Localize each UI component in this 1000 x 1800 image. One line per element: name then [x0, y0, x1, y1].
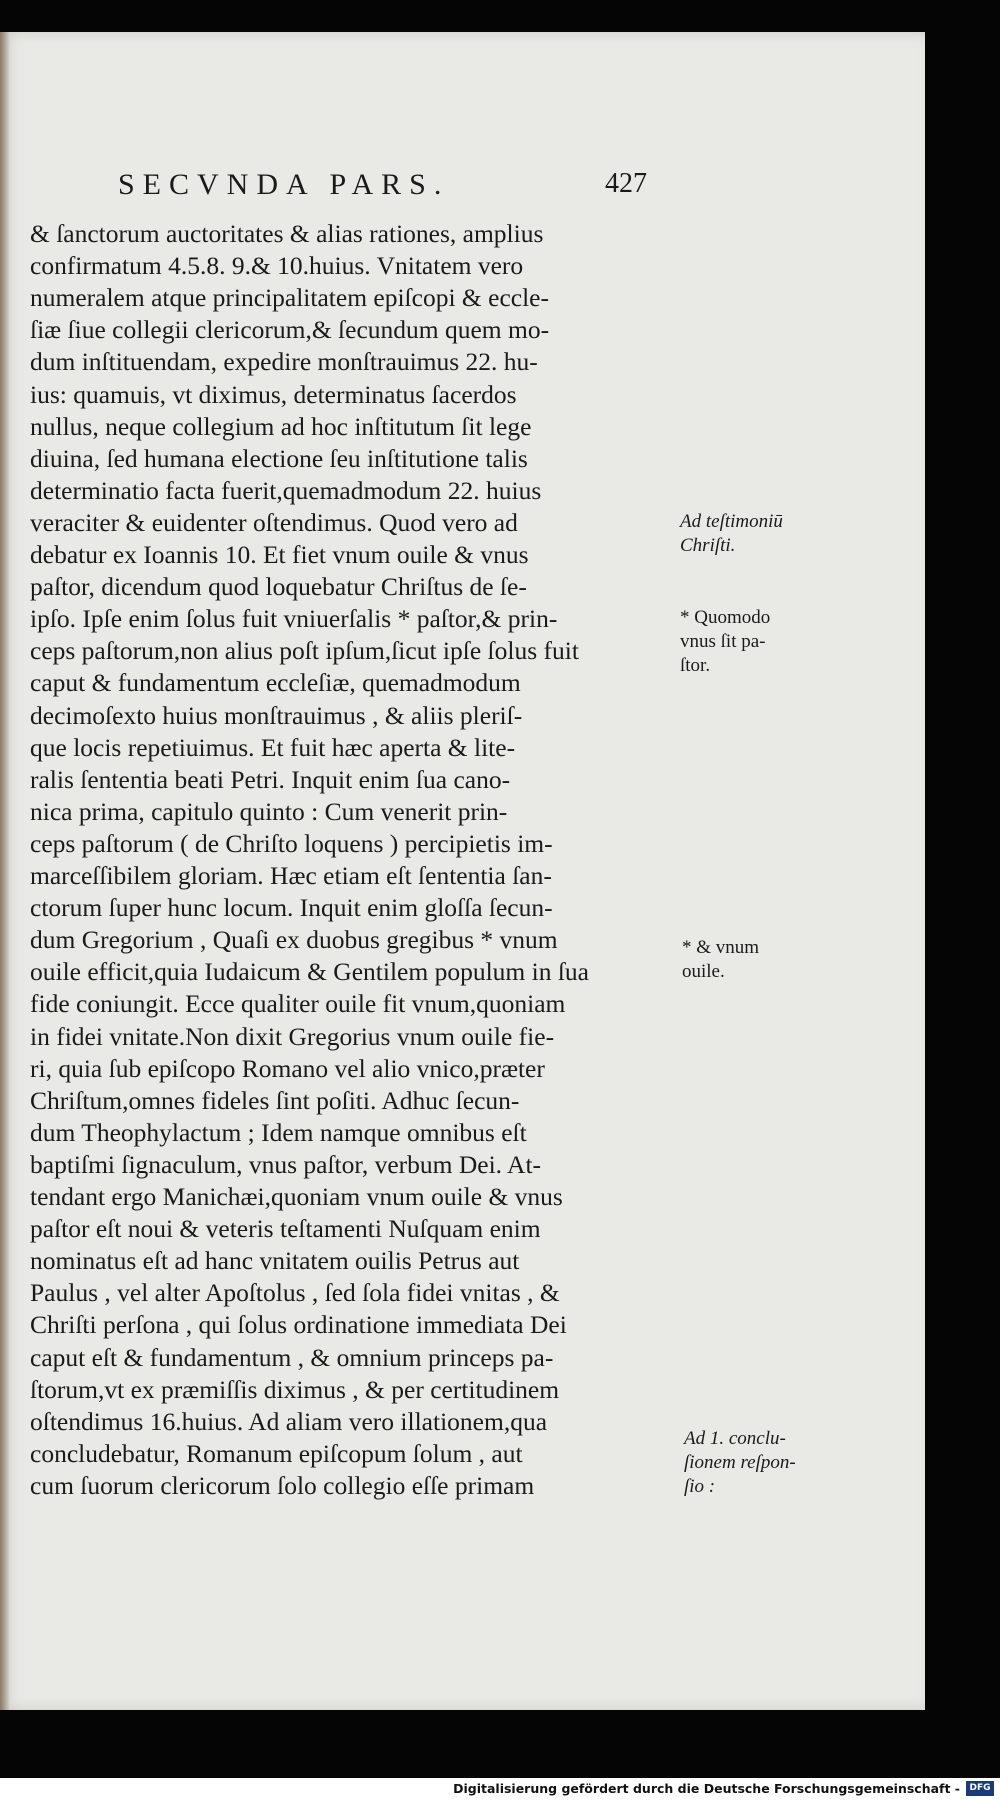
text-line: determinatio facta fuerit,quemadmodum 22. huius — [30, 475, 542, 505]
text-line: Chriſti perſona , qui ſolus ordinatione immediata Dei — [30, 1310, 567, 1340]
text-line: ius: quamuis, vt diximus, determinatus ſacerdos — [30, 379, 517, 409]
margin-note-line: vnus ſit pa- — [680, 631, 766, 652]
text-line: dum Gregorium , Quaſi ex duobus gregibus * vnum — [30, 925, 558, 955]
text-line: caput & fundamentum eccleſiæ, quemadmodum — [30, 668, 521, 698]
margin-note-line: ſio : — [684, 1476, 716, 1497]
text-line: dum inſtituendam, expedire monſtrauimus 22. hu- — [30, 347, 538, 377]
margin-note-vnum-ouile — [682, 936, 759, 984]
text-line: ipſo. Ipſe enim ſolus fuit vniuerſalis * paſtor,& prin- — [30, 604, 558, 634]
text-line: debatur ex Ioannis 10. Et fiet vnum ouile & vnus — [30, 540, 529, 569]
margin-note-quomodo — [680, 606, 770, 678]
text-line: in fidei vnitate.Non dixit Gregorius vnum ouile fie- — [30, 1021, 555, 1051]
text-line: ralis ſententia beati Petri. Inquit enim ſua cano- — [30, 764, 511, 794]
text-line: nullus, neque collegium ad hoc inſtitutum ſit lege — [30, 411, 532, 441]
text-line: paſtor, dicendum quod loquebatur Chriſtus de ſe- — [30, 572, 527, 602]
text-line: Chriſtum,omnes fideles ſint poſiti. Adhuc ſecun- — [30, 1085, 520, 1115]
margin-note-line: ſtor. — [680, 655, 711, 676]
text-line: marceſſibilem gloriam. Hæc etiam eſt ſententia ſan- — [30, 861, 552, 890]
text-line: ceps paſtorum ( de Chriſto loquens ) percipietis im- — [30, 828, 553, 858]
margin-note-testimonium — [680, 510, 783, 558]
margin-note-line: Chriſti. — [680, 535, 736, 556]
text-line: que locis repetiuimus. Et fuit hæc aperta & lite- — [30, 732, 516, 762]
margin-note-line: * & vnum — [682, 937, 760, 958]
footer-strip — [0, 1778, 1000, 1800]
text-line: paſtor eſt noui & veteris teſtamenti Nuſquam enim — [30, 1214, 541, 1244]
text-line: veraciter & euidenter oſtendimus. Quod vero ad — [30, 507, 518, 537]
text-line: ceps paſtorum,non alius poſt ipſum,ſicut ipſe ſolus fuit — [30, 636, 579, 666]
text-line: nominatus eſt ad hanc vnitatem ouilis Petrus aut — [30, 1246, 520, 1276]
text-line: fide coniungit. Ecce qualiter ouile fit vnum,quoniam — [30, 989, 566, 1019]
dfg-logo: DFG — [966, 1781, 994, 1796]
text-line: ri, quia ſub epiſcopo Romano vel alio vnico,præter — [30, 1053, 545, 1083]
text-line: ouile efficit,quia Iudaicum & Gentilem populum in ſua — [30, 957, 589, 987]
text-line: & ſanctorum auctoritates & alias rationes, amplius — [30, 219, 544, 248]
text-line: caput eſt & fundamentum , & omnium princeps pa- — [30, 1342, 554, 1372]
margin-note-conclusionem — [684, 1427, 796, 1499]
book-page — [0, 32, 925, 1710]
text-line: cum ſuorum clericorum ſolo collegio eſſe primam — [30, 1470, 535, 1500]
footer-credit: Digitalisierung gefördert durch die Deutsche Forschungsgemeinschaft - — [453, 1781, 960, 1796]
text-line: dum Theophylactum ; Idem namque omnibus eſt — [30, 1117, 527, 1147]
text-line: concludebatur, Romanum epiſcopum ſolum , aut — [30, 1438, 523, 1468]
text-line: numeralem atque principalitatem epiſcopi & eccle- — [30, 283, 549, 313]
text-line: ſiæ ſiue collegii clericorum,& ſecundum quem mo- — [30, 315, 550, 345]
margin-note-line: * Quomodo — [680, 607, 771, 628]
text-line: Paulus , vel alter Apoſtolus , ſed ſola fidei vnitas , & — [30, 1278, 560, 1308]
text-line: decimoſexto huius monſtrauimus , & aliis pleriſ- — [30, 700, 523, 730]
margin-note-line: ſionem reſpon- — [684, 1452, 796, 1473]
text-line: ctorum ſuper hunc locum. Inquit enim gloſſa ſecun- — [30, 893, 553, 923]
text-line: nica prima, capitulo quinto : Cum venerit prin- — [30, 796, 508, 826]
text-line: tendant ergo Manichæi,quoniam vnum ouile & vnus — [30, 1182, 563, 1211]
text-line: oſtendimus 16.huius. Ad aliam vero illationem,qua — [30, 1406, 548, 1436]
margin-note-line: ouile. — [682, 961, 725, 982]
text-line: confirmatum 4.5.8. 9.& 10.huius. Vnitatem vero — [30, 251, 524, 281]
margin-note-line: Ad 1. conclu- — [684, 1428, 786, 1449]
page-number: 427 — [605, 168, 647, 199]
text-line: diuina, ſed humana electione ſeu inſtitutione talis — [30, 443, 528, 473]
text-line: baptiſmi ſignaculum, vnus paſtor, verbum Dei. At- — [30, 1149, 542, 1179]
margin-note-line: Ad teſtimoniū — [680, 511, 783, 532]
running-head: SECVNDA PARS. — [118, 168, 450, 201]
text-line: ſtorum,vt ex præmiſſis diximus , & per certitudinem — [30, 1374, 560, 1404]
